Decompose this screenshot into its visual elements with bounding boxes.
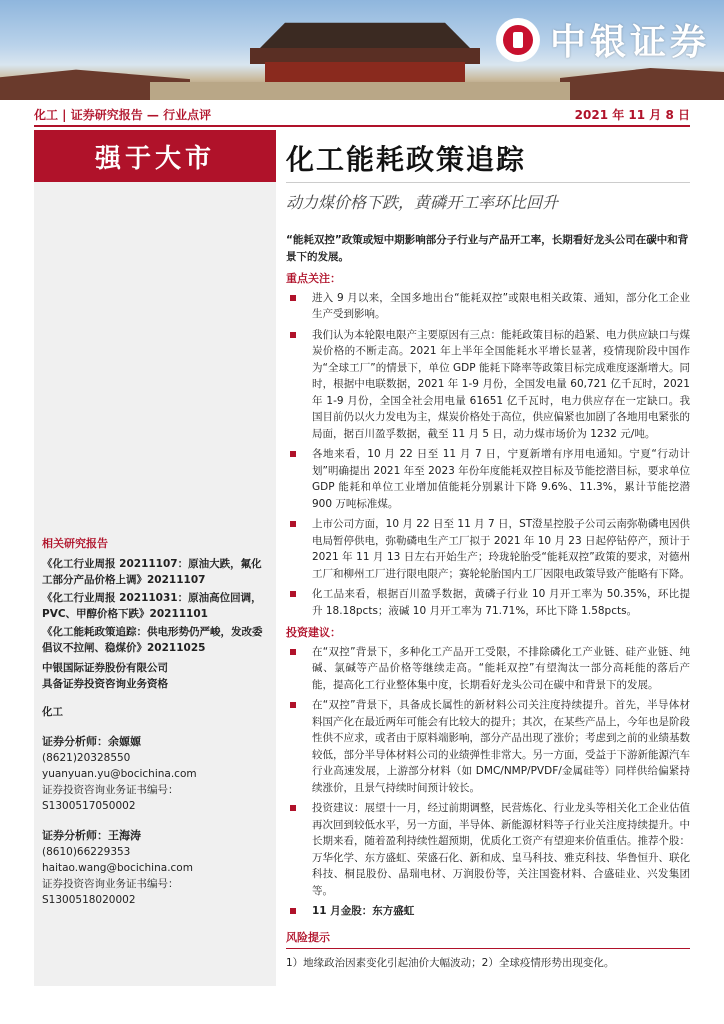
related-report-item[interactable]: 《化工行业周报 20211107：原油大跌，氟化工部分产品价格上调》20211107	[42, 558, 262, 586]
company-name: 中银国际证券股份有限公司	[42, 662, 168, 674]
banner-palace-base	[150, 82, 570, 100]
bullet-square-icon	[290, 805, 296, 811]
related-report-item[interactable]: 《化工能耗政策追踪：供电形势仍严峻，发改委倡议不拉闸、稳煤价》20211025	[42, 626, 263, 654]
risk-heading: 风险提示	[286, 930, 690, 950]
banner-palace-hall	[265, 62, 465, 82]
bullet-square-icon	[290, 649, 296, 655]
company-info	[42, 660, 270, 908]
risk-text: 1）地缘政治因素变化引起油价大幅波动；2）全球疫情形势出现变化。	[286, 957, 615, 969]
gold-stock: 11 月金股：东方盛虹	[286, 903, 690, 920]
bullet-square-icon	[290, 295, 296, 301]
analyst-card	[42, 828, 270, 908]
title-divider	[286, 182, 690, 183]
bullet-square-icon	[290, 908, 296, 914]
bullet-square-icon	[290, 332, 296, 338]
focus-item: 上市公司方面，10 月 22 日至 11 月 7 日，ST澄星控股子公司云南弥勒磷电因供电局暂停供电，弥勒磷电生产工厂拟于 2021 年 10 月 23 日起停钻停产，预计于 2021 年 11 月 13 日左右开始生产；玲珑轮胎受“能耗双控”政策的要求，对德州工厂和柳州工厂进行限电限产；赛轮轮胎国内工厂因限电政策导致产能略有下降。	[286, 516, 690, 582]
focus-item: 化工品来看，根据百川盈孚数据，黄磷子行业 10 月开工率为 50.35%，环比提升 18.18pcts；液碱 10 月开工率为 71.71%，环比下降 1.58pcts。	[286, 586, 690, 619]
header-banner	[0, 0, 724, 100]
category-bar	[34, 103, 690, 127]
related-report-item[interactable]: 《化工行业周报 20211031：原油高位回调，PVC、甲醇价格下跌》20211101	[42, 592, 262, 620]
sector-label: 化工	[42, 706, 63, 718]
logo-text: 中银证券	[549, 21, 710, 63]
focus-heading: 重点关注：	[286, 272, 341, 285]
bullet-square-icon	[290, 591, 296, 597]
banner-building-right	[560, 60, 724, 100]
bullet-square-icon	[290, 521, 296, 527]
analyst-title: 证券分析师：王海涛	[42, 829, 141, 842]
advice-item: 在“双控”背景下，多种化工产品开工受限，不排除磷化工产业链、硅产业链、纯碱、氯碱等产品价格等继续走高。“能耗双控”有望淘汰一部分高耗能的落后产能，提高化工行业整体集中度，长期看好龙头公司在碳中和背景下的发展。	[286, 644, 690, 694]
rating-badge: 强于大市	[34, 130, 276, 182]
page-subtitle: 动力煤价格下跌，黄磷开工率环比回升	[286, 193, 559, 212]
banner-palace-roof	[240, 20, 490, 48]
related-heading: 相关研究报告	[42, 537, 108, 550]
qualification: 具备证券投资咨询业务资格	[42, 678, 168, 690]
analyst-title: 证券分析师：余嫄嫄	[42, 735, 141, 748]
boc-logo-icon	[496, 18, 540, 62]
focus-item: 进入 9 月以来，全国多地出台“能耗双控”或限电相关政策、通知，部分化工企业生产受到影响。	[286, 290, 690, 323]
analyst-phone: (8621)20328550	[42, 752, 131, 764]
main-content	[286, 232, 690, 972]
company-logo	[496, 14, 710, 65]
analyst-email[interactable]: haitao.wang@bocichina.com	[42, 862, 193, 874]
analyst-cert: 证券投资咨询业务证书编号：S1300517050002	[42, 784, 179, 812]
advice-heading: 投资建议：	[286, 626, 341, 639]
advice-item: 投资建议：展望十一月，经过前期调整，民营炼化、行业龙头等相关化工企业估值再次回到较低水平，另一方面，半导体、新能源材料等子行业关注度持续提升。中长期来看，随着盈利持续性超预期，优质化工资产有望迎来价值重估。推荐个股：万华化学、东方盛虹、荣盛石化、新和成、皇马科技、雅克科技、华鲁恒升、联化科技、桐昆股份、晶瑞电材、万润股份等，关注国瓷材料、合盛硅业、兴发集团等。	[286, 800, 690, 899]
bullet-square-icon	[290, 451, 296, 457]
report-category: 化工 | 证券研究报告 — 行业点评	[34, 107, 212, 122]
focus-item: 各地来看，10 月 22 日至 11 月 7 日，宁夏新增有序用电通知。宁夏“行动计划”明确提出 2021 年至 2023 年份年度能耗双控目标及节能挖潜目标，要求单位 GDP 能耗和单位工业增加值能耗分别累计下降 9.6%、11.3%，累计节能挖潜 900 万吨标准煤。	[286, 446, 690, 512]
analyst-cert: 证券投资咨询业务证书编号：S1300518020002	[42, 878, 179, 906]
focus-item: 我们认为本轮限电限产主要原因有三点：能耗政策目标的趋紧、电力供应缺口与煤炭价格的不断走高。2021 年上半年全国能耗水平增长显著，疫情现阶段中国作为“全球工厂”的情景下，单位 GDP 能耗下降率等政策目标完成难度逐渐增大。同时，根据中电联数据，2021 年 1-9 月份，全国发电量 60,721 亿千瓦时，2021 年 1-9 月份，全国全社会用电量 61651 亿千瓦时，电力供应存在一定缺口。我国目前仍以火力发电为主，煤炭价格处于高位，供应偏紧也加剧了各地用电紧张的局面，据百川盈孚数据，截至 11 月 5 日，动力煤市场价为 1232 元/吨。	[286, 327, 690, 443]
analyst-phone: (8610)66229353	[42, 846, 131, 858]
bullet-square-icon	[290, 702, 296, 708]
report-date: 2021 年 11 月 8 日	[574, 107, 690, 122]
related-reports	[42, 536, 270, 658]
analyst-email[interactable]: yuanyuan.yu@bocichina.com	[42, 768, 197, 780]
page-title: 化工能耗政策追踪	[286, 143, 527, 176]
advice-item: 在“双控”背景下，具备成长属性的新材料公司关注度持续提升。首先，半导体材料国产化在最近两年可能会有比较大的提升；其次，在某些产品上，今年也是阶段性供不应求，或者由于原料端影响，部分产品出现了涨价；考虑到之前的业绩基数较低，部分半导体材料公司的业绩弹性非常大。另一方面，受益于下游新能源汽车行业高速发展，上游部分材料（如 DMC/NMP/PVDF/金属硅等）同样供给偏紧持续涨价，且景气持续时间预计较长。	[286, 697, 690, 796]
lead-summary: “能耗双控”政策或短中期影响部分子行业与产品开工率，长期看好龙头公司在碳中和背景下的发展。	[286, 234, 689, 263]
analyst-card	[42, 734, 270, 814]
